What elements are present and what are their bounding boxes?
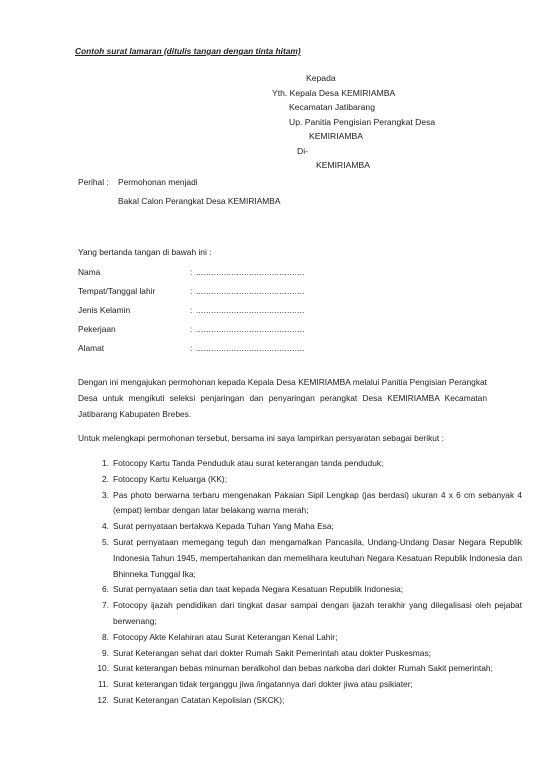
body-paragraph: Dengan ini mengajukan permohonan kepada Kepala Desa KEMIRIAMBA melalui Panitia Pengisian Perangkat Desa untuk mengikuti seleksi penjaringan dan penyaringan perangkat Desa KEMIRIAMBA Kecamatan Jatibarang Kabupaten Brebes. bbox=[78, 377, 487, 419]
recipient-line: Yth. Kepala Desa KEMIRIAMBA bbox=[272, 88, 396, 98]
list-item: 12. Surat Keterangan Catatan Kepolisian (SKCK); bbox=[97, 694, 285, 705]
recipient-line: KEMIRIAMBA bbox=[309, 131, 363, 141]
field-label: Jenis Kelamin bbox=[78, 305, 131, 315]
requirements-list bbox=[78, 456, 522, 709]
list-item: 11. Surat keterangan tidak terganggu jiwa /ingatannya dari dokter jiwa atau psikiater; bbox=[97, 679, 413, 690]
field-blank: ........................................... bbox=[196, 305, 305, 315]
list-item: 3. Pas photo berwarna terbaru mengenakan Pakaian Sipil Lengkap (jas berdasi) ukuran 4 x 6 cm sebanyak 4 (empat) lembar dengan latar belakang warna merah; bbox=[102, 489, 522, 516]
field-colon: : bbox=[190, 324, 193, 334]
subject-line: Permohonan menjadi bbox=[118, 177, 198, 187]
recipient-line: KEMIRIAMBA bbox=[316, 160, 370, 170]
field-label: Alamat bbox=[78, 343, 105, 353]
subject-line: Bakal Calon Perangkat Desa KEMIRIAMBA bbox=[118, 196, 281, 206]
field-blank: ........................................... bbox=[196, 343, 305, 353]
intro-text: Yang bertanda tangan di bawah ini : bbox=[78, 247, 212, 257]
field-blank: ........................................... bbox=[196, 324, 305, 334]
field-label: Tempat/Tanggal lahir bbox=[78, 286, 156, 296]
list-item: 8. Fotocopy Akte Kelahiran atau Surat Keterangan Kenal Lahir; bbox=[102, 631, 338, 642]
field-colon: : bbox=[190, 267, 193, 277]
list-item: 1. Fotocopy Kartu Tanda Penduduk atau surat keterangan tanda penduduk; bbox=[102, 458, 384, 468]
list-item: 9. Surat Keterangan sehat dari dokter Rumah Sakit Pemerintah atau dokter Puskesmas; bbox=[102, 647, 431, 658]
list-item: 4. Surat pernyataan bertakwa Kepada Tuhan Yang Maha Esa; bbox=[102, 521, 334, 532]
field-blank: ........................................... bbox=[196, 267, 305, 277]
list-item: 5. Surat pernyataan memegang teguh dan mengamalkan Pancasila, Undang-Undang Dasar Negara Republik Indonesia Tahun 1945, mempertahankan dan memelihara keutuhan Negara Kesatuan Republik Indonesia dan Bhinneka Tunggal Ika; bbox=[102, 536, 522, 579]
field-colon: : bbox=[190, 286, 193, 296]
body-paragraph: Untuk melengkapi permohonan tersebut, bersama ini saya lampirkan persyaratan sebagai berikut : bbox=[78, 433, 444, 443]
field-colon: : bbox=[190, 343, 193, 353]
field-label: Pekerjaan bbox=[78, 324, 116, 334]
list-item: 6. Surat pernyataan setia dan taat kepada Negara Kesatuan Republik Indonesia; bbox=[102, 584, 404, 595]
page-title: Contoh surat lamaran (ditulis tangan dengan tinta hitam) bbox=[75, 46, 301, 56]
list-item: 7. Fotocopy ijazah pendidikan dari tingkat dasar sampai dengan ijazah terakhir yang dilegalisasi oleh pejabat berwenang; bbox=[102, 600, 522, 626]
subject-label: Perihal : bbox=[78, 177, 109, 187]
recipient-line: Kepada bbox=[306, 73, 336, 83]
field-colon: : bbox=[190, 305, 193, 315]
field-label: Nama bbox=[78, 267, 101, 277]
field-blank: ........................................... bbox=[196, 286, 305, 296]
recipient-line: Up. Panitia Pengisian Perangkat Desa bbox=[289, 117, 436, 127]
recipient-line: Di- bbox=[297, 146, 308, 156]
list-item: 10. Surat keterangan bebas minuman beralkohol dan bebas narkoba dari dokter Rumah Sakit pemerintah; bbox=[97, 663, 493, 674]
list-item: 2. Fotocopy Kartu Keluarga (KK); bbox=[102, 473, 228, 484]
recipient-line: Kecamatan Jatibarang bbox=[289, 102, 375, 112]
